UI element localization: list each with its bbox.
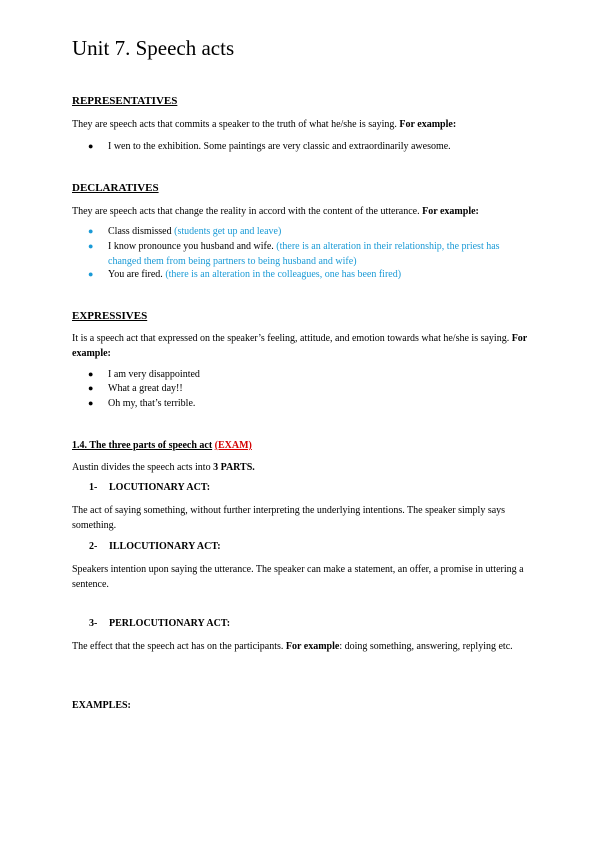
heading-examples: EXAMPLES: xyxy=(72,700,131,711)
subheading-number: 3- xyxy=(89,618,98,629)
bullet-icon: ● xyxy=(88,383,94,393)
for-example-label: For example: xyxy=(72,333,528,359)
illocutionary-text: Speakers intention upon saying the utterance. The speaker can make a statement, an offer, a promise in uttering a sentence. xyxy=(72,564,524,590)
locutionary-text: The act of saying something, without further interpreting the underlying intentions. The speaker simply says something. xyxy=(72,505,506,531)
subheading-label: LOCUTIONARY ACT: xyxy=(109,482,211,493)
bullet-icon: ● xyxy=(88,241,94,251)
subheading-number: 1- xyxy=(89,482,98,493)
heading-declaratives: DECLARATIVES xyxy=(72,182,159,194)
declaratives-intro xyxy=(72,204,532,219)
parts-intro xyxy=(72,460,532,475)
for-example-label: For example: xyxy=(422,206,479,217)
exam-badge: (EXAM) xyxy=(214,440,252,451)
list-item xyxy=(88,367,532,382)
parts-intro-text: Austin divides the speech acts into xyxy=(72,462,211,473)
for-example-label: For example: xyxy=(399,119,457,130)
subheading-label: ILLOCUTIONARY ACT: xyxy=(109,541,221,552)
subheading-perlocutionary xyxy=(89,618,230,629)
heading-expressives: EXPRESSIVES xyxy=(72,310,148,322)
expressives-intro-text: It is a speech act that expressed on the speaker’s feeling, attitude, and emotion towards what he/she is saying. xyxy=(72,333,510,344)
for-example-label: For example xyxy=(285,641,340,652)
perlocutionary-text-start: The effect that the speech act has on the participants. xyxy=(72,641,284,652)
list-item xyxy=(88,224,532,239)
bullet-text: I know pronounce you husband and wife. xyxy=(108,241,274,252)
representatives-intro xyxy=(72,117,532,132)
list-item xyxy=(88,239,532,269)
bullet-text: Oh my, that’s terrible. xyxy=(108,398,196,409)
bullet-icon: ● xyxy=(88,269,94,279)
bullet-text: What a great day!! xyxy=(108,383,183,394)
list-item xyxy=(88,396,532,411)
heading-representatives: REPRESENTATIVES xyxy=(72,95,178,107)
bullet-icon: ● xyxy=(88,398,94,408)
bullet-text: I am very disappointed xyxy=(108,369,200,380)
heading-three-parts xyxy=(72,438,532,453)
bullet-note: (students get up and leave) xyxy=(174,226,282,237)
list-item xyxy=(88,381,532,396)
bullet-icon: ● xyxy=(88,141,94,151)
bullet-text: You are fired. xyxy=(108,269,163,280)
subheading-locutionary xyxy=(89,482,210,493)
perlocutionary-text-end: : doing something, answering, replying etc. xyxy=(339,641,513,652)
perlocutionary-text xyxy=(72,639,532,654)
bullet-note: (there is an alteration in their relationship, the priest has changed them from being partners to being husband and wife) xyxy=(108,241,500,267)
bullet-icon: ● xyxy=(88,369,94,379)
bullet-text: I wen to the exhibition. Some paintings are very classic and extraordinarily awesome. xyxy=(108,141,451,152)
bullet-text: Class dismissed xyxy=(108,226,172,237)
parts-count: 3 PARTS. xyxy=(213,462,255,473)
subheading-number: 2- xyxy=(89,541,98,552)
bullet-note: (there is an alteration in the colleagues, one has been fired) xyxy=(165,269,402,280)
representatives-intro-text: They are speech acts that commits a speaker to the truth of what he/she is saying. xyxy=(72,119,397,130)
subheading-label: PERLOCUTIONARY ACT: xyxy=(109,618,231,629)
declaratives-intro-text: They are speech acts that change the reality in accord with the content of the utterance. xyxy=(72,206,420,217)
page-title: Unit 7. Speech acts xyxy=(72,36,235,60)
three-parts-title: 1.4. The three parts of speech act xyxy=(72,440,213,451)
list-item xyxy=(88,139,532,154)
subheading-illocutionary xyxy=(89,541,221,552)
expressives-intro xyxy=(72,331,532,361)
list-item xyxy=(88,267,532,282)
bullet-icon: ● xyxy=(88,226,94,236)
